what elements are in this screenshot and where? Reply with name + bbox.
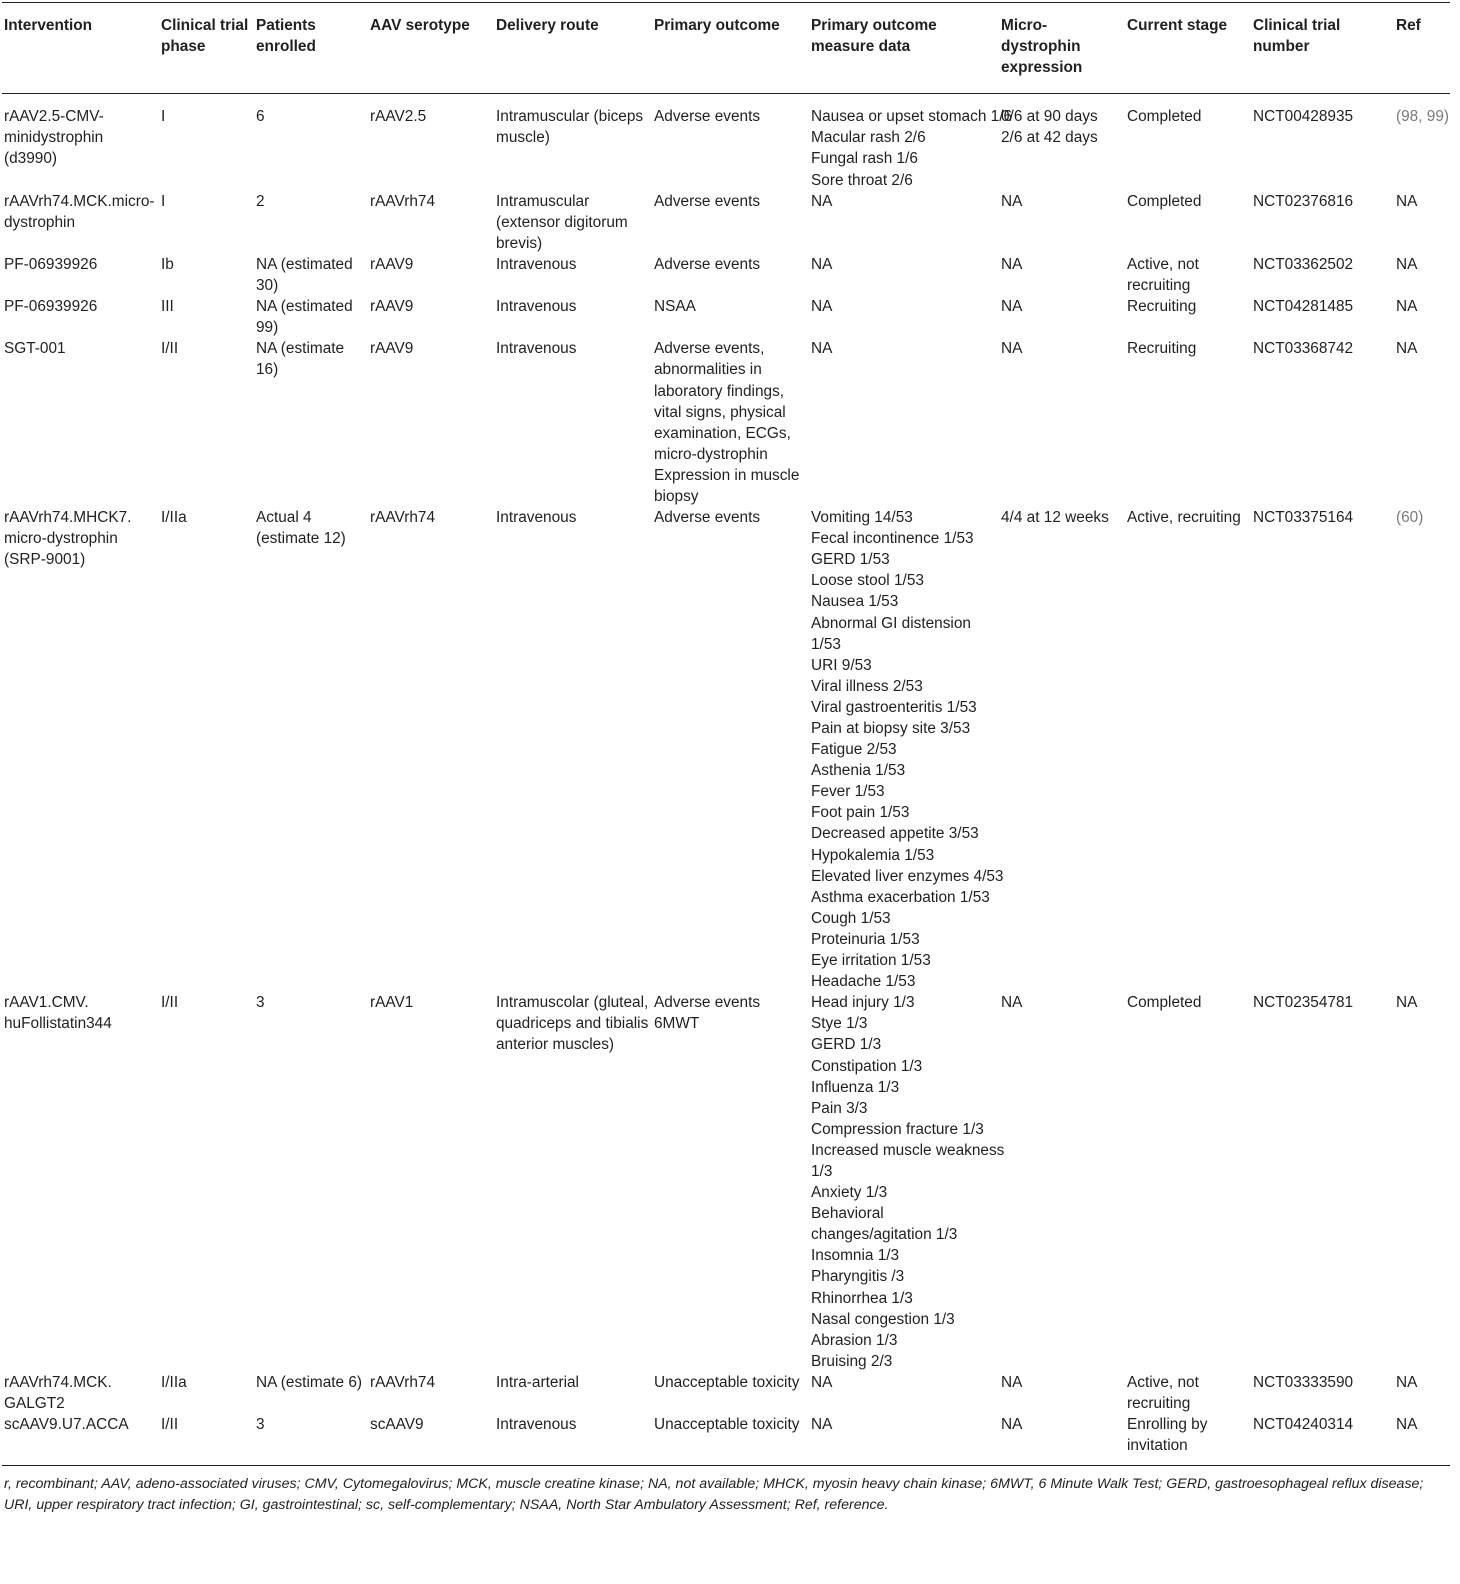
- cell-outcome: Adverse events: [654, 192, 761, 210]
- header-stage: Current stage: [1127, 17, 1228, 34]
- expression-line: 4/4 at 12 weeks: [1001, 509, 1109, 527]
- cell-stage: Recruiting: [1127, 340, 1197, 358]
- cell-intervention: rAAVrh74.MCK. GALGT2: [4, 1373, 112, 1412]
- cell-intervention: PF-06939926: [4, 298, 98, 316]
- cell-ref-link: [1394, 507, 1450, 992]
- measure-line: Influenza 1/3: [811, 1078, 900, 1096]
- cell-trial: NCT00428935: [1253, 108, 1354, 126]
- cell-serotype: rAAV1: [370, 994, 414, 1012]
- measure-line: Compression fracture 1/3: [811, 1120, 984, 1138]
- cell-stage: Recruiting: [1127, 298, 1197, 316]
- header-expression: Micro-dystrophin expression: [1001, 17, 1083, 77]
- measure-line: Pharyngitis /3: [811, 1268, 905, 1286]
- measure-line: Viral gastroenteritis 1/53: [811, 698, 977, 716]
- cell-trial: NCT02376816: [1253, 192, 1354, 210]
- cell-measure: [809, 1372, 999, 1414]
- measure-line: Bruising 2/3: [811, 1352, 893, 1370]
- measure-line: NA: [811, 1373, 833, 1391]
- measure-line: NA: [811, 298, 833, 316]
- cell-outcome: Unacceptable toxicity: [654, 1416, 800, 1434]
- cell-trial: NCT04281485: [1253, 298, 1354, 316]
- cell-serotype: rAAVrh74: [370, 1373, 436, 1391]
- cell-route: Intramuscular (biceps muscle): [496, 108, 644, 147]
- measure-line: Increased muscle weakness: [811, 1141, 1005, 1159]
- cell-outcome: Adverse events 6MWT: [654, 994, 761, 1033]
- measure-line: Hypokalemia 1/53: [811, 846, 935, 864]
- cell-phase: I: [161, 108, 166, 126]
- clinical-trials-table: [2, 2, 1450, 1466]
- cell-patients: NA (estimated 30): [256, 255, 353, 295]
- measure-line: URI 9/53: [811, 656, 872, 674]
- header-intervention: Intervention: [4, 17, 93, 34]
- measure-line: Anxiety 1/3: [811, 1184, 888, 1202]
- measure-line: Headache 1/53: [811, 973, 916, 991]
- measure-line: Head injury 1/3: [811, 994, 915, 1012]
- cell-outcome: Adverse events, abnormalities in laboratory findings, vital signs, physical examination, ECGs, micro-dystrophin Expression in muscle biopsy: [654, 340, 800, 505]
- cell-serotype: rAAV2.5: [370, 108, 427, 126]
- cell-serotype: rAAV9: [370, 340, 414, 358]
- measure-line: Fever 1/53: [811, 783, 885, 801]
- measure-line: Proteinuria 1/53: [811, 930, 920, 948]
- cell-stage: Active, not recruiting: [1127, 255, 1199, 295]
- cell-patients: 3: [256, 994, 265, 1012]
- cell-route: Intra-arterial: [496, 1373, 579, 1391]
- header-row: [2, 3, 1450, 94]
- cell-ref: NA: [1396, 1373, 1418, 1391]
- cell-phase: I: [161, 192, 166, 210]
- cell-expression: [999, 507, 1125, 992]
- measure-line: GERD 1/3: [811, 1036, 882, 1054]
- table-row: [2, 338, 1450, 507]
- cell-route: Intravenous: [496, 298, 577, 316]
- measure-line: NA: [811, 192, 833, 210]
- measure-line: Rhinorrhea 1/3: [811, 1289, 913, 1307]
- cell-intervention: scAAV9.U7.ACCA: [4, 1416, 129, 1434]
- cell-patients: 2: [256, 192, 265, 210]
- cell-measure: [809, 992, 1005, 1372]
- cell-phase: I/II: [161, 1416, 179, 1434]
- cell-trial: NCT02354781: [1253, 994, 1354, 1012]
- expression-line: NA: [1001, 340, 1023, 358]
- header-serotype: AAV serotype: [370, 17, 470, 34]
- cell-measure: [809, 1414, 999, 1466]
- expression-line: NA: [1001, 1416, 1023, 1434]
- cell-phase: I/II: [161, 994, 179, 1012]
- cell-expression: [999, 992, 1125, 1372]
- cell-stage: Active, recruiting: [1127, 509, 1241, 527]
- measure-line: Decreased appetite 3/53: [811, 825, 979, 843]
- cell-trial: NCT03362502: [1253, 255, 1354, 273]
- cell-phase: Ib: [161, 255, 174, 273]
- measure-line: NA: [811, 255, 833, 273]
- cell-measure: [809, 296, 999, 338]
- cell-stage: Completed: [1127, 192, 1202, 210]
- cell-outcome: Adverse events: [654, 255, 761, 273]
- cell-patients: Actual 4 (estimate 12): [256, 509, 346, 548]
- measure-line: Fatigue 2/53: [811, 741, 897, 759]
- cell-patients: NA (estimate 6): [256, 1373, 363, 1391]
- measure-line: Stye 1/3: [811, 1015, 868, 1033]
- measure-line: NA: [811, 1416, 833, 1434]
- cell-expression: [999, 254, 1125, 296]
- header-ref: Ref: [1396, 17, 1421, 34]
- cell-outcome: Unacceptable toxicity: [654, 1373, 800, 1391]
- table-row: [2, 1372, 1450, 1414]
- cell-measure: [809, 191, 999, 254]
- cell-trial: NCT03368742: [1253, 340, 1354, 358]
- table-row: [2, 254, 1450, 296]
- measure-line: Abnormal GI distension: [811, 614, 971, 632]
- measure-line: Loose stool 1/53: [811, 572, 924, 590]
- cell-expression: [999, 94, 1125, 191]
- expression-line: NA: [1001, 1373, 1023, 1391]
- cell-stage: Enrolling by invitation: [1127, 1416, 1208, 1455]
- cell-intervention: PF-06939926: [4, 255, 98, 273]
- cell-expression: [999, 191, 1125, 254]
- cell-serotype: rAAV9: [370, 255, 414, 273]
- measure-line: Asthma exacerbation 1/53: [811, 888, 990, 906]
- table-row: [2, 1414, 1450, 1466]
- cell-measure: [809, 507, 1004, 992]
- expression-line: NA: [1001, 255, 1023, 273]
- cell-ref: NA: [1396, 298, 1418, 316]
- cell-route: Intravenous: [496, 509, 577, 527]
- header-patients: Patients enrolled: [256, 17, 316, 56]
- table-row: [2, 992, 1450, 1372]
- cell-intervention: rAAVrh74.MHCK7. micro-dystrophin (SRP-9001): [4, 509, 132, 569]
- cell-ref-link: [1394, 94, 1450, 191]
- header-outcome: Primary outcome: [654, 17, 780, 34]
- measure-line: NA: [811, 340, 833, 358]
- cell-route: Intravenous: [496, 340, 577, 358]
- table-row: [2, 507, 1450, 992]
- measure-line: GERD 1/53: [811, 551, 890, 569]
- measure-line: Nasal congestion 1/3: [811, 1310, 955, 1328]
- expression-line: NA: [1001, 994, 1023, 1012]
- table-body: [2, 94, 1450, 1466]
- cell-phase: I/II: [161, 340, 179, 358]
- table-footnote: r, recombinant; AAV, adeno-associated viruses; CMV, Cytomegalovirus; MCK, muscle creatine kinase; NA, not available; MHCK, myosin heavy chain kinase; 6MWT, 6 Minute Walk Test; GERD, gastroesophageal reflux disease; URI, upper respiratory tract infection; GI, gastrointestinal; sc, self-complementary; NSAA, North Star Ambulatory Assessment; Ref, reference.: [4, 1476, 1424, 1514]
- cell-outcome: NSAA: [654, 298, 696, 316]
- cell-intervention: rAAV2.5-CMV-minidystrophin (d3990): [4, 108, 104, 168]
- cell-ref: NA: [1396, 192, 1418, 210]
- cell-intervention: SGT-001: [4, 340, 66, 358]
- measure-line: Constipation 1/3: [811, 1057, 923, 1075]
- cell-expression: [999, 338, 1125, 507]
- measure-line: Nausea 1/53: [811, 593, 899, 611]
- cell-route: Intramuscular (extensor digitorum brevis): [496, 192, 628, 252]
- measure-line: Elevated liver enzymes 4/53: [811, 867, 1004, 885]
- measure-line: Eye irritation 1/53: [811, 952, 931, 970]
- header-trial: Clinical trial number: [1253, 17, 1341, 56]
- expression-line: 2/6 at 42 days: [1001, 129, 1098, 147]
- cell-ref: NA: [1396, 1416, 1418, 1434]
- cell-ref: NA: [1396, 994, 1418, 1012]
- cell-phase: I/IIa: [161, 1373, 187, 1391]
- cell-measure: [809, 338, 999, 507]
- cell-route: Intravenous: [496, 1416, 577, 1434]
- table-row: [2, 94, 1450, 191]
- header-measure: Primary outcome measure data: [811, 17, 937, 56]
- measure-line: 1/3: [811, 1162, 833, 1180]
- measure-line: 1/53: [811, 635, 841, 653]
- cell-intervention: rAAV1.CMV. huFollistatin344: [4, 994, 112, 1033]
- measure-line: Vomiting 14/53: [811, 509, 913, 527]
- table-row: [2, 191, 1450, 254]
- header-phase: Clinical trial phase: [161, 17, 249, 56]
- cell-ref: NA: [1396, 340, 1418, 358]
- cell-stage: Completed: [1127, 108, 1202, 126]
- measure-line: Macular rash 2/6: [811, 129, 926, 147]
- measure-line: Cough 1/53: [811, 909, 891, 927]
- cell-stage: Active, not recruiting: [1127, 1373, 1199, 1412]
- cell-expression: [999, 1414, 1125, 1466]
- cell-expression: [999, 296, 1125, 338]
- measure-line: Fungal rash 1/6: [811, 150, 918, 168]
- cell-measure: [809, 254, 999, 296]
- cell-phase: I/IIa: [161, 509, 187, 527]
- measure-line: Fecal incontinence 1/53: [811, 530, 974, 548]
- cell-serotype: rAAVrh74: [370, 192, 436, 210]
- table-container: [2, 0, 1450, 1516]
- measure-line: Behavioral: [811, 1205, 884, 1223]
- cell-patients: NA (estimated 99): [256, 298, 353, 337]
- cell-outcome: Adverse events: [654, 108, 761, 126]
- table-header: [2, 3, 1450, 94]
- measure-line: Sore throat 2/6: [811, 171, 913, 189]
- measure-line: Pain 3/3: [811, 1099, 868, 1117]
- measure-line: Asthenia 1/53: [811, 762, 906, 780]
- measure-line: Nausea or upset stomach 1/6: [811, 108, 1013, 126]
- measure-line: Abrasion 1/3: [811, 1331, 898, 1349]
- cell-stage: Completed: [1127, 994, 1202, 1012]
- measure-line: Insomnia 1/3: [811, 1247, 900, 1265]
- measure-line: changes/agitation 1/3: [811, 1226, 958, 1244]
- cell-intervention: rAAVrh74.MCK.micro-dystrophin: [4, 192, 155, 231]
- expression-line: NA: [1001, 298, 1023, 316]
- cell-trial: NCT03375164: [1253, 509, 1354, 527]
- header-route: Delivery route: [496, 17, 599, 34]
- cell-phase: III: [161, 298, 174, 316]
- cell-patients: 6: [256, 108, 265, 126]
- cell-route: Intravenous: [496, 255, 577, 273]
- measure-line: Pain at biopsy site 3/53: [811, 720, 971, 737]
- cell-route: Intramuscolar (gluteal, quadriceps and tibialis anterior muscles): [496, 994, 649, 1054]
- cell-serotype: rAAV9: [370, 298, 414, 316]
- table-row: [2, 296, 1450, 338]
- expression-line: 0/6 at 90 days: [1001, 108, 1098, 126]
- expression-line: NA: [1001, 192, 1023, 210]
- measure-line: Viral illness 2/53: [811, 677, 923, 695]
- cell-trial: NCT03333590: [1253, 1373, 1354, 1391]
- cell-serotype: rAAVrh74: [370, 509, 436, 527]
- measure-line: Foot pain 1/53: [811, 804, 910, 822]
- cell-expression: [999, 1372, 1125, 1414]
- cell-patients: 3: [256, 1416, 265, 1434]
- reference-link[interactable]: (60): [1396, 509, 1424, 527]
- cell-measure: [809, 94, 1013, 191]
- cell-serotype: scAAV9: [370, 1416, 424, 1434]
- cell-trial: NCT04240314: [1253, 1416, 1354, 1434]
- cell-patients: NA (estimate 16): [256, 340, 345, 379]
- reference-link[interactable]: (98, 99): [1396, 108, 1450, 126]
- cell-outcome: Adverse events: [654, 509, 761, 527]
- cell-ref: NA: [1396, 255, 1418, 273]
